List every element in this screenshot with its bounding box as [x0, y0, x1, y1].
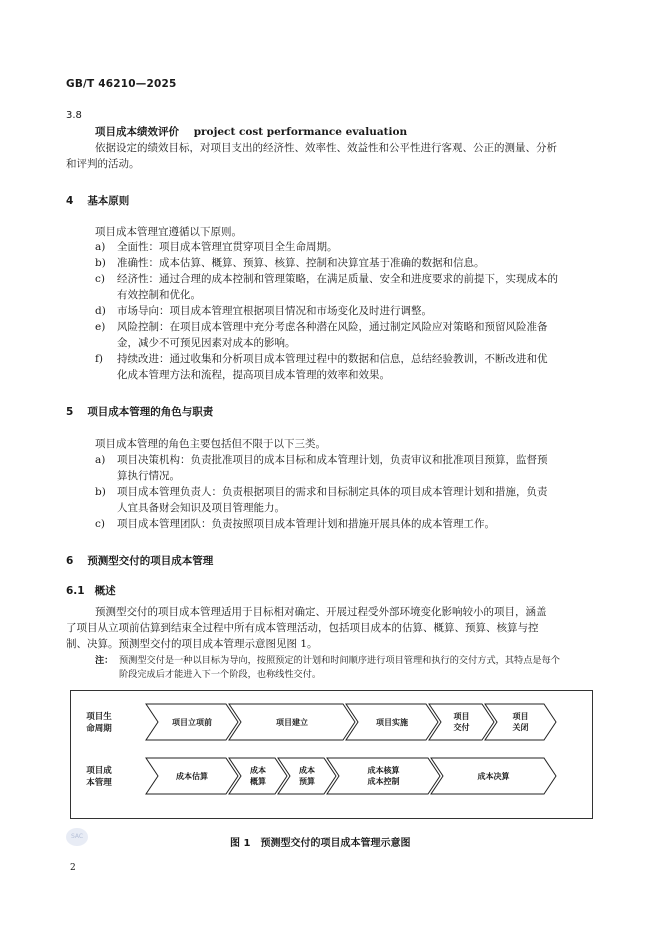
step-establishment: 项目建立: [276, 717, 308, 727]
section-6-heading: [66, 553, 213, 568]
step-cost-rough-estimate-l1: 成本: [250, 765, 266, 775]
step-delivery: [441, 711, 482, 733]
clause-6-1-para-line1: 预测型交付的项目成本管理适用于目标相对确定、开展过程受外部环境变化影响较小的项目，涵盖: [95, 606, 547, 618]
s4-item-a-label: a): [95, 241, 106, 253]
section-4-intro: 项目成本管理宜遵循以下原则。: [95, 226, 242, 238]
clause-3-8-def-line2: 和评判的活动。: [66, 158, 140, 170]
step-closure-l2: 关闭: [512, 722, 529, 732]
section-5-intro: 项目成本管理的角色主要包括但不限于以下三类。: [95, 438, 326, 450]
figure-1-title: 预测型交付的项目成本管理示意图: [260, 838, 411, 849]
note-label: [95, 654, 113, 667]
step-closure-l1: 项目: [512, 711, 529, 721]
figure-1-caption: [230, 834, 410, 849]
figure-1-diagram: [70, 690, 593, 819]
clause-6-1-number: 6.1: [66, 585, 85, 597]
section-4-title: 基本原则: [87, 195, 130, 207]
s5-item-c: 项目成本管理团队：负责按照项目成本管理计划和措施开展具体的成本管理工作。: [117, 518, 495, 530]
section-6-title: 预测型交付的项目成本管理: [87, 555, 214, 567]
section-5-number: 5: [66, 406, 74, 418]
step-cost-estimate: 成本估算: [176, 771, 208, 781]
s4-item-b: 准确性：成本估算、概算、预算、核算、控制和决算宜基于准确的数据和信息。: [117, 257, 485, 269]
clause-6-1-para-line3: 制、决算。预测型交付的项目成本管理示意图见图 1。: [66, 638, 318, 650]
clause-6-1-title: 概述: [94, 585, 116, 597]
step-before-initiation: 项目立项前: [172, 717, 212, 727]
note-line1: 预测型交付是一种以目标为导向，按照预定的计划和时间顺序进行项目管理和执行的交付方式，其特点是每个: [119, 655, 560, 666]
clause-3-8-def-line1: 依据设定的绩效目标，对项目支出的经济性、效率性、效益性和公平性进行客观、公正的测量、分析: [95, 142, 557, 154]
clause-3-8-number: 3.8: [66, 110, 82, 121]
standard-number: GB/T 46210—2025: [66, 78, 177, 90]
s4-item-f-label: f): [95, 353, 103, 365]
section-4-number: 4: [66, 195, 74, 207]
clause-6-1-para-line2: 了项目从立项前估算到结束全过程中所有成本管理活动，包括项目成本的估算、概算、预算、核算与控: [66, 622, 539, 634]
section-5-title: 项目成本管理的角色与职责: [87, 406, 214, 418]
s4-item-e-label: e): [95, 321, 106, 333]
s4-item-e-line2: 金，减少不可预见因素对成本的影响。: [117, 337, 296, 349]
section-6-number: 6: [66, 555, 74, 567]
step-cost-budget: [290, 765, 324, 787]
s4-item-f-line1: 持续改进：通过收集和分析项目成本管理过程中的数据和信息，总结经验教训，不断改进和优: [117, 353, 548, 365]
row-label-cost-l1: 项目成: [86, 766, 112, 776]
sac-watermark-icon: SAC: [66, 828, 88, 846]
step-delivery-l2: 交付: [453, 722, 470, 732]
s4-item-d-label: d): [95, 305, 106, 317]
step-cost-budget-l1: 成本: [299, 765, 315, 775]
term-en: project cost performance evaluation: [193, 126, 408, 138]
s5-item-b-line1: 项目成本管理负责人：负责根据项目的需求和目标制定具体的项目成本管理计划和措施，负责: [117, 486, 548, 498]
s5-item-c-label: c): [95, 518, 105, 530]
step-cost-budget-l2: 预算: [299, 776, 315, 786]
s4-item-b-label: b): [95, 257, 106, 269]
note-label-text: 注：: [95, 655, 114, 666]
step-cost-control: 成本控制: [367, 776, 400, 786]
s4-item-d: 市场导向：项目成本管理宜根据项目情况和市场变化及时进行调整。: [117, 305, 432, 317]
step-cost-rough-estimate: [241, 765, 275, 787]
clause-3-8-term: [95, 125, 407, 140]
row-label-cost-l2: 本管理: [86, 778, 112, 788]
page-number: 2: [70, 863, 76, 873]
s4-item-c-line1: 经济性：通过合理的成本控制和管理策略，在满足质量、安全和进度要求的前提下，实现成本的: [117, 273, 558, 285]
term-cn: 项目成本绩效评价: [95, 126, 179, 138]
s5-item-a-line1: 项目决策机构：负责批准项目的成本目标和成本管理计划，负责审议和批准项目预算，监督预: [117, 454, 548, 466]
clause-6-1-heading: [66, 583, 116, 598]
step-closure: [497, 711, 544, 733]
figure-1-number: 图 1: [230, 838, 251, 849]
s5-item-a-label: a): [95, 454, 106, 466]
step-cost-accounting-control: [339, 765, 428, 787]
s4-item-c-label: c): [95, 273, 105, 285]
s5-item-a-line2: 算执行情况。: [117, 470, 180, 482]
s4-item-e-line1: 风险控制：在项目成本管理中充分考虑各种潜在风险，通过制定风险应对策略和预留风险准备: [117, 321, 548, 333]
step-cost-accounting: 成本核算: [367, 765, 400, 775]
step-cost-rough-estimate-l2: 概算: [250, 776, 266, 786]
s5-item-b-line2: 人宜具备财会知识及项目管理能力。: [117, 502, 285, 514]
s5-item-b-label: b): [95, 486, 106, 498]
step-cost-final-accounts: 成本决算: [477, 771, 510, 781]
s4-item-f-line2: 化成本管理方法和流程，提高项目成本管理的效率和效果。: [117, 369, 390, 381]
row-label-lifecycle-l2: 命周期: [86, 724, 112, 734]
row-label-cost: [79, 765, 119, 789]
section-4-heading: [66, 193, 129, 208]
s4-item-c-line2: 有效控制和优化。: [117, 289, 201, 301]
step-delivery-l1: 项目: [453, 711, 470, 721]
row-label-lifecycle-l1: 项目生: [86, 712, 112, 722]
section-5-heading: [66, 404, 213, 419]
row-label-lifecycle: [79, 711, 119, 735]
s4-item-a: 全面性：项目成本管理宜贯穿项目全生命周期。: [117, 241, 338, 253]
step-implementation: 项目实施: [376, 717, 408, 727]
note-line2: 阶段完成后才能进入下一个阶段，也称线性交付。: [119, 669, 322, 680]
